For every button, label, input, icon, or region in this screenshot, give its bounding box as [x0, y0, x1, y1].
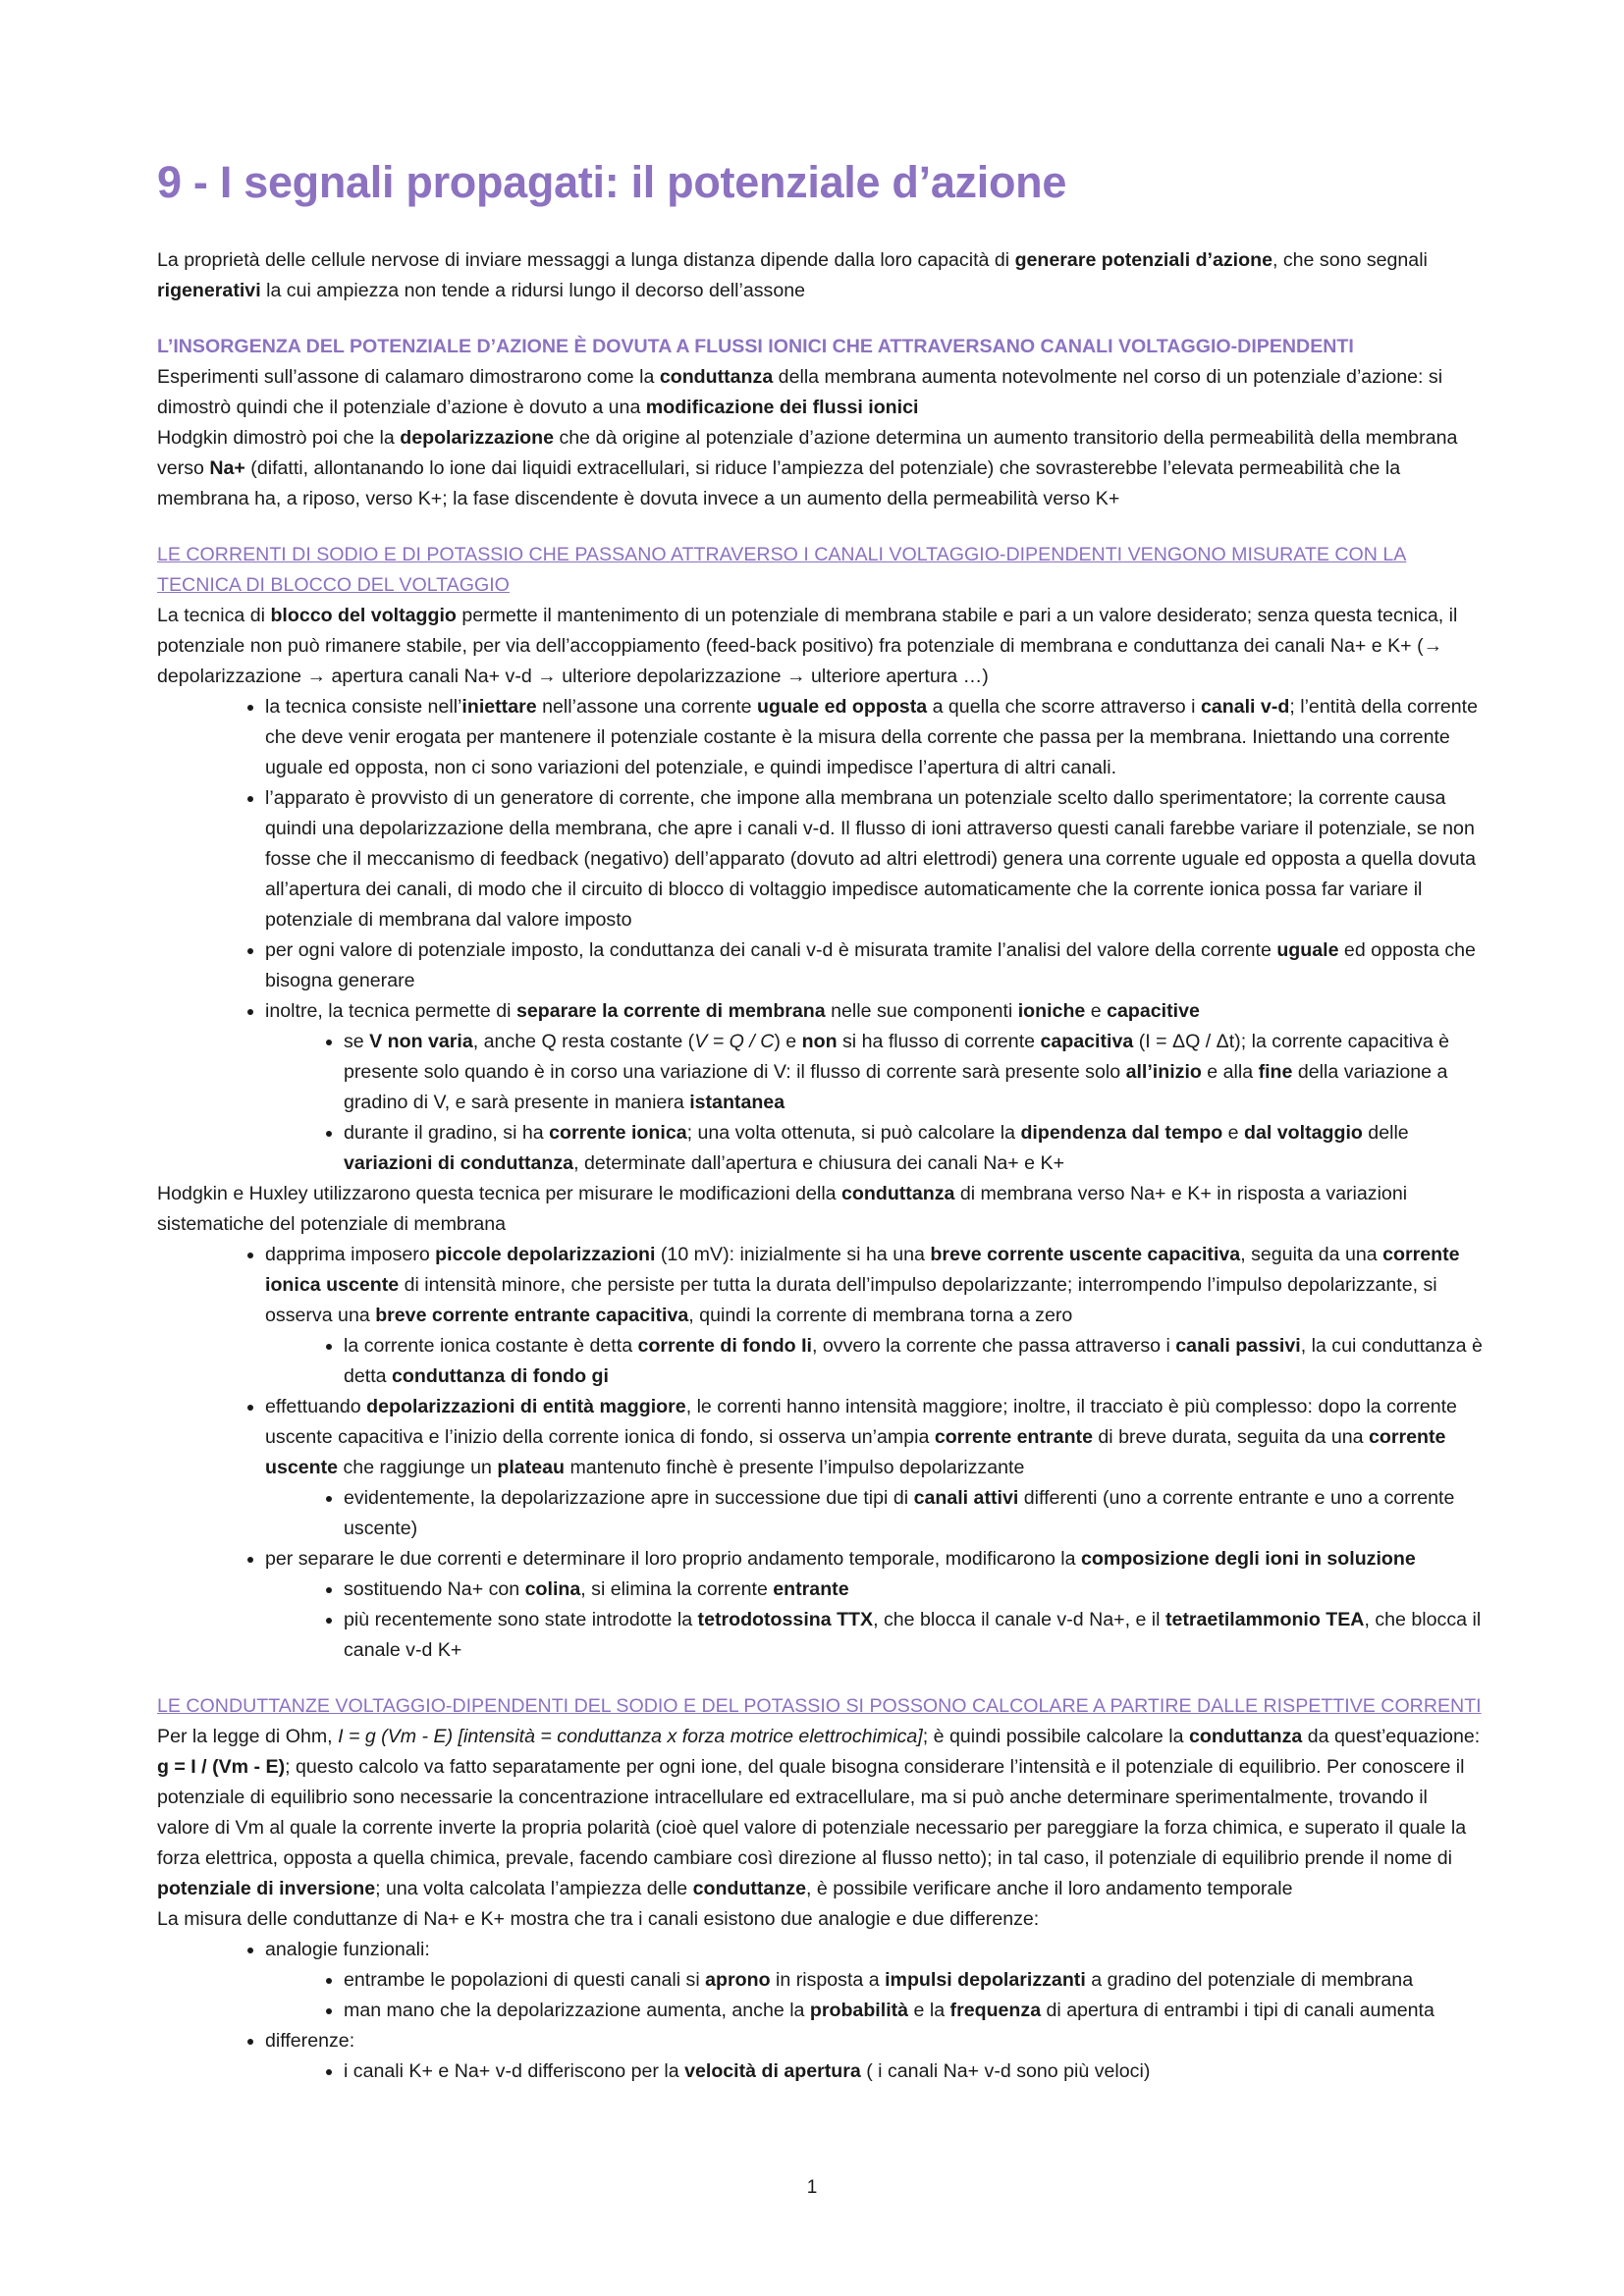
sub-bullet-list: [265, 1483, 1483, 1544]
list-item: • differenze: • i canali K+ e Na+ v-d differiscono per la velocità di apertura ( i canali Na+ v-d sono più veloci): [265, 2026, 1483, 2087]
list-item: • effettuando depolarizzazioni di entità maggiore, le correnti hanno intensità maggiore; inoltre, il tracciato è più complesso: dopo la corrente uscente capacitiva e l’inizio della corrente ionica di fondo, si osserva un’ampia corrente entrante di breve durata, seguita da una corrente uscente che raggiunge un plateau mantenuto finchè è presente l’impulso depolarizzante • evidentemente, la depolarizzazione apre in successione due tipi di canali attivi differenti (uno a corrente entrante e uno a corrente uscente): [265, 1392, 1483, 1544]
list-item: • se V non varia, anche Q resta costante (V = Q / C) e non si ha flusso di corrente capacitiva (I = ΔQ / Δt); la corrente capacitiva è presente solo quando è in corso una variazione di V: il flusso di corrente sarà presente solo all’inizio e alla fine della variazione a gradino di V, e sarà presente in maniera istantanea: [344, 1027, 1483, 1118]
list-item: • la corrente ionica costante è detta corrente di fondo Ii, ovvero la corrente che passa attraverso i canali passivi, la cui conduttanza è detta conduttanza di fondo gi: [344, 1331, 1483, 1392]
list-item: • i canali K+ e Na+ v-d differiscono per la velocità di apertura ( i canali Na+ v-d sono più veloci): [344, 2056, 1483, 2087]
bullet-list: [157, 1240, 1483, 1666]
bullet-list: [157, 1935, 1483, 2087]
paragraph: Esperimenti sull’assone di calamaro dimostrarono come la conduttanza della membrana aumenta notevolmente nel corso di un potenziale d’azione: si dimostrò quindi che il potenziale d’azione è dovuto a una modificazione dei flussi ionici: [157, 366, 1443, 418]
sub-bullet-list: [265, 1965, 1483, 2026]
list-item: • la tecnica consiste nell’iniettare nell’assone una corrente uguale ed opposta a quella che scorre attraverso i canali v-d; l’entità della corrente che deve venir erogata per mantenere il potenziale costante è la misura della corrente che passa per la membrana. Iniettando una corrente uguale ed opposta, non ci sono variazioni del potenziale, e quindi impedisce l’apertura di altri canali.: [265, 692, 1483, 783]
section-heading-1: L’INSORGENZA DEL POTENZIALE D’AZIONE È DOVUTA A FLUSSI IONICI CHE ATTRAVERSANO CANALI VOLTAGGIO-DIPENDENTI: [157, 336, 1354, 357]
paragraph: Hodgkin dimostrò poi che la depolarizzazione che dà origine al potenziale d’azione determina un aumento transitorio della permeabilità della membrana verso Na+ (difatti, allontanando lo ione dai liquidi extracellulari, si riduce l’ampiezza del potenziale) che sovrasterebbe l’elevata permeabilità che la membrana ha, a riposo, verso K+; la fase discendente è dovuta invece a un aumento della permeabilità verso K+: [157, 427, 1458, 509]
page-number: 1: [806, 2177, 818, 2198]
intro-paragraph: La proprietà delle cellule nervose di inviare messaggi a lunga distanza dipende dalla loro capacità di generare potenziali d’azione, che sono segnali rigenerativi la cui ampiezza non tende a ridursi lungo il decorso dell’assone: [157, 249, 1428, 301]
list-item: • man mano che la depolarizzazione aumenta, anche la probabilità e la frequenza di apertura di entrambi i tipi di canali aumenta: [344, 1996, 1483, 2026]
paragraph: La tecnica di blocco del voltaggio permette il mantenimento di un potenziale di membrana stabile e pari a un valore desiderato; senza questa tecnica, il potenziale non può rimanere stabile, per via dell’accoppiamento (feed-back positivo) fra potenziale di membrana e conduttanza dei canali Na+ e K+ (→ depolarizzazione → apertura canali Na+ v-d → ulteriore depolarizzazione → ulteriore apertura …): [157, 605, 1458, 687]
sub-bullet-list: [265, 1331, 1483, 1392]
list-item: • analogie funzionali: • entrambe le popolazioni di questi canali si aprono in risposta a impulsi depolarizzanti a gradino del potenziale di membrana • man mano che la depolarizzazione aumenta, anche la probabilità e la frequenza di apertura di entrambi i tipi di canali aumenta: [265, 1935, 1483, 2026]
paragraph: Per la legge di Ohm, I = g (Vm - E) [intensità = conduttanza x forza motrice elettrochimica]; è quindi possibile calcolare la conduttanza da quest’equazione: g = I / (Vm - E); questo calcolo va fatto separatamente per ogni ione, del quale bisogna considerare l’intensità e il potenziale di equilibrio. Per conoscere il potenziale di equilibrio sono necessarie la concentrazione intracellulare ed extracellulare, ma si può anche determinare sperimentalmente, trovando il valore di Vm al quale la corrente inverte la propria polarità (cioè quel valore di potenziale necessario per pareggiare la forza chimica, e superato il quale la forza elettrica, opposta a quella chimica, prevale, facendo cambiare così direzione al flusso netto); in tal caso, il potenziale di equilibrio prende il nome di potenziale di inversione; una volta calcolata l’ampiezza delle conduttanze, è possibile verificare anche il loro andamento temporale: [157, 1726, 1481, 1899]
list-item: • per separare le due correnti e determinare il loro proprio andamento temporale, modificarono la composizione degli ioni in soluzione • sostituendo Na+ con colina, si elimina la corrente entrante • più recentemente sono state introdotte la tetrodotossina TTX, che blocca il canale v-d Na+, e il tetraetilammonio TEA, che blocca il canale v-d K+: [265, 1544, 1483, 1666]
list-item: • durante il gradino, si ha corrente ionica; una volta ottenuta, si può calcolare la dipendenza dal tempo e dal voltaggio delle variazioni di conduttanza, determinate dall’apertura e chiusura dei canali Na+ e K+: [344, 1118, 1483, 1179]
bullet-list: [157, 692, 1483, 1179]
list-item: • entrambe le popolazioni di questi canali si aprono in risposta a impulsi depolarizzanti a gradino del potenziale di membrana: [344, 1965, 1483, 1996]
list-item: • inoltre, la tecnica permette di separare la corrente di membrana nelle sue componenti ioniche e capacitive • se V non varia, anche Q resta costante (V = Q / C) e non si ha flusso di corrente capacitiva (I = ΔQ / Δt); la corrente capacitiva è presente solo quando è in corso una variazione di V: il flusso di corrente sarà presente solo all’inizio e alla fine della variazione a gradino di V, e sarà presente in maniera istantanea • durante il gradino, si ha corrente ionica; una volta ottenuta, si può calcolare la dipendenza dal tempo e dal voltaggio delle variazioni di conduttanza, determinate dall’apertura e chiusura dei canali Na+ e K+: [265, 996, 1483, 1179]
list-item: • più recentemente sono state introdotte la tetrodotossina TTX, che blocca il canale v-d Na+, e il tetraetilammonio TEA, che blocca il canale v-d K+: [344, 1605, 1483, 1666]
document-page: [157, 157, 1483, 2087]
list-item: • l’apparato è provvisto di un generatore di corrente, che impone alla membrana un potenziale scelto dallo sperimentatore; la corrente causa quindi una depolarizzazione della membrana, che apre i canali v-d. Il flusso di ioni attraverso questi canali farebbe variare il potenziale, se non fosse che il meccanismo di feedback (negativo) dell’apparato (dovuto ad altri elettrodi) genera una corrente uguale ed opposta a quella dovuta all’apertura dei canali, di modo che il circuito di blocco di voltaggio impedisce automaticamente che la corrente ionica possa far variare il potenziale di membrana dal valore imposto: [265, 783, 1483, 935]
list-item: • dapprima imposero piccole depolarizzazioni (10 mV): inizialmente si ha una breve corrente uscente capacitiva, seguita da una corrente ionica uscente di intensità minore, che persiste per tutta la durata dell’impulso depolarizzante; interrompendo l’impulso depolarizzante, si osserva una breve corrente entrante capacitiva, quindi la corrente di membrana torna a zero • la corrente ionica costante è detta corrente di fondo Ii, ovvero la corrente che passa attraverso i canali passivi, la cui conduttanza è detta conduttanza di fondo gi: [265, 1240, 1483, 1392]
sub-bullet-list: [265, 1575, 1483, 1666]
list-item: • per ogni valore di potenziale imposto, la conduttanza dei canali v-d è misurata tramite l’analisi del valore della corrente uguale ed opposta che bisogna generare: [265, 935, 1483, 996]
section-heading-3: LE CONDUTTANZE VOLTAGGIO-DIPENDENTI DEL SODIO E DEL POTASSIO SI POSSONO CALCOLARE A PARTIRE DALLE RISPETTIVE CORRENTI: [157, 1695, 1482, 1717]
paragraph: La misura delle conduttanze di Na+ e K+ mostra che tra i canali esistono due analogie e due differenze:: [157, 1908, 1040, 1930]
section-heading-2: LE CORRENTI DI SODIO E DI POTASSIO CHE PASSANO ATTRAVERSO I CANALI VOLTAGGIO-DIPENDENTI VENGONO MISURATE CON LA TECNICA DI BLOCCO DEL VOLTAGGIO: [157, 544, 1407, 596]
list-item: • evidentemente, la depolarizzazione apre in successione due tipi di canali attivi differenti (uno a corrente entrante e uno a corrente uscente): [344, 1483, 1483, 1544]
sub-bullet-list: [265, 1027, 1483, 1179]
sub-bullet-list: [265, 2056, 1483, 2087]
paragraph: Hodgkin e Huxley utilizzarono questa tecnica per misurare le modificazioni della conduttanza di membrana verso Na+ e K+ in risposta a variazioni sistematiche del potenziale di membrana: [157, 1183, 1408, 1235]
list-item: • sostituendo Na+ con colina, si elimina la corrente entrante: [344, 1575, 1483, 1605]
page-title: 9 - I segnali propagati: il potenziale d’azione: [157, 157, 1067, 207]
